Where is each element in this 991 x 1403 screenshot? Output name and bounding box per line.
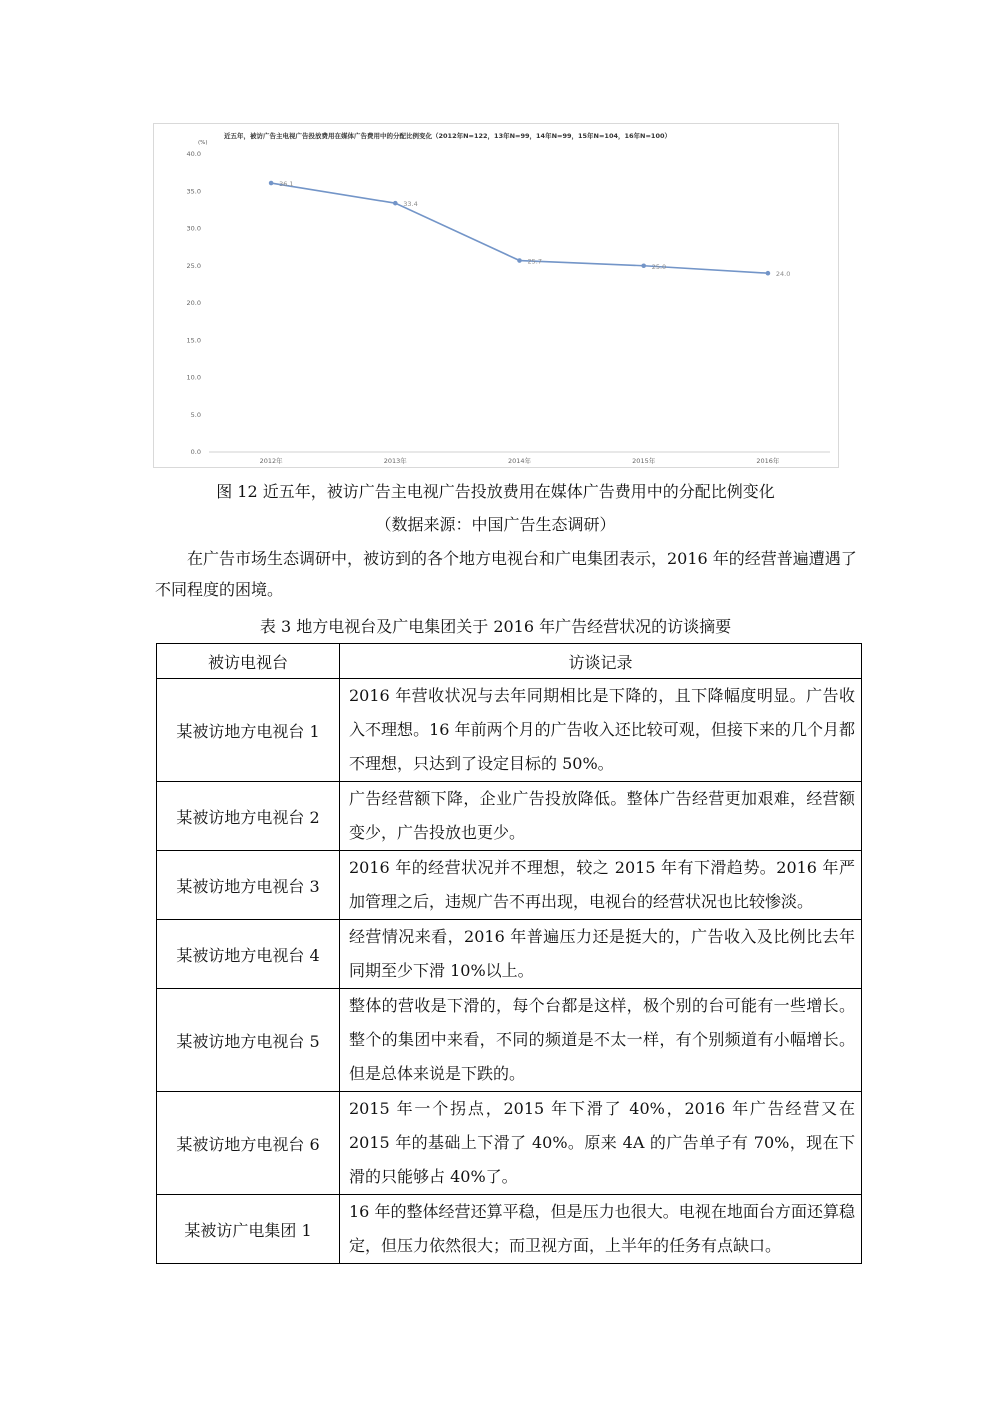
record-cell: 整体的营收是下滑的，每个台都是这样，极个别的台可能有一些增长。整个的集团中来看，不同的频道是不太一样，有个别频道有小幅增长。但是总体来说是下跌的。 bbox=[340, 989, 862, 1092]
table-row bbox=[157, 782, 862, 851]
x-tick-label: 2014年 bbox=[507, 457, 532, 465]
x-tick-label: 2013年 bbox=[383, 457, 407, 465]
paragraph-text: 在广告市场生态调研中，被访到的各个地方电视台和广电集团表示，2016 年的经营普遍遭遇了不同程度的困境。 bbox=[155, 549, 857, 599]
chart-title: 近五年，被访广告主电视广告投放费用在媒体广告费用中的分配比例变化（2012年N=122，13年N=99，14年N=99，15年N=104，16年N=100） bbox=[224, 132, 671, 140]
y-tick-label: 40.0 bbox=[186, 150, 201, 158]
x-tick-label: 2015年 bbox=[632, 457, 656, 465]
record-cell: 16 年的整体经营还算平稳，但是压力也很大。电视在地面台方面还算稳定，但压力依然很大；而卫视方面，上半年的任务有点缺口。 bbox=[340, 1195, 862, 1264]
header-record: 访谈记录 bbox=[340, 644, 862, 679]
data-label: 24.0 bbox=[775, 270, 791, 279]
table-row bbox=[157, 920, 862, 989]
y-tick-label: 10.0 bbox=[186, 373, 201, 382]
table-row bbox=[157, 989, 862, 1092]
table-header-row bbox=[157, 644, 862, 679]
y-tick-label: 35.0 bbox=[186, 187, 201, 196]
station-cell: 某被访地方电视台 5 bbox=[157, 989, 340, 1092]
record-cell: 2016 年营收状况与去年同期相比是下降的，且下降幅度明显。广告收入不理想。16 年前两个月的广告收入还比较可观，但接下来的几个月都不理想，只达到了设定目标的 50%。 bbox=[340, 679, 862, 782]
data-label: 33.4 bbox=[403, 200, 418, 209]
data-point bbox=[269, 181, 274, 186]
data-point bbox=[766, 271, 771, 276]
record-cell: 广告经营额下降，企业广告投放降低。整体广告经营更加艰难，经营额变少，广告投放也更少。 bbox=[340, 782, 862, 851]
y-tick-label: 0.0 bbox=[190, 448, 201, 456]
data-label: 36.1 bbox=[279, 180, 294, 189]
station-cell: 某被访地方电视台 4 bbox=[157, 920, 340, 989]
table-row bbox=[157, 1195, 862, 1264]
y-tick-label: 25.0 bbox=[186, 261, 201, 270]
chart-canvas bbox=[154, 124, 840, 469]
table-caption: 表 3 地方电视台及广电集团关于 2016 年广告经营状况的访谈摘要 bbox=[259, 617, 732, 636]
table-row bbox=[157, 679, 862, 782]
header-station: 被访电视台 bbox=[157, 644, 340, 679]
figure-caption: 图 12 近五年，被访广告主电视广告投放费用在媒体广告费用中的分配比例变化 bbox=[216, 482, 775, 501]
station-cell: 某被访地方电视台 2 bbox=[157, 782, 340, 851]
interview-table bbox=[156, 643, 862, 1264]
y-tick-label: 15.0 bbox=[186, 336, 201, 345]
data-point bbox=[641, 263, 646, 268]
station-cell: 某被访地方电视台 6 bbox=[157, 1092, 340, 1195]
station-cell: 某被访广电集团 1 bbox=[157, 1195, 340, 1264]
line-chart bbox=[153, 123, 839, 468]
x-tick-label: 2016年 bbox=[756, 457, 780, 465]
data-point bbox=[393, 201, 398, 206]
x-tick-label: 2012年 bbox=[259, 457, 283, 465]
table-row bbox=[157, 851, 862, 920]
station-cell: 某被访地方电视台 3 bbox=[157, 851, 340, 920]
table-row bbox=[157, 1092, 862, 1195]
y-tick-label: 30.0 bbox=[186, 224, 201, 233]
figure-source: （数据来源：中国广告生态调研） bbox=[375, 515, 616, 534]
data-point bbox=[517, 258, 522, 263]
data-label: 25.7 bbox=[527, 257, 542, 266]
record-cell: 经营情况来看，2016 年普遍压力还是挺大的，广告收入及比例比去年同期至少下滑 10%以上。 bbox=[340, 920, 862, 989]
record-cell: 2016 年的经营状况并不理想，较之 2015 年有下滑趋势。2016 年严加管理之后，违规广告不再出现，电视台的经营状况也比较惨淡。 bbox=[340, 851, 862, 920]
station-cell: 某被访地方电视台 1 bbox=[157, 679, 340, 782]
body-paragraph bbox=[155, 543, 861, 605]
y-axis-unit-label: (%) bbox=[198, 140, 208, 146]
y-tick-label: 5.0 bbox=[190, 410, 201, 419]
data-label: 25.0 bbox=[651, 262, 667, 271]
y-tick-label: 20.0 bbox=[186, 299, 201, 307]
record-cell: 2015 年一个拐点，2015 年下滑了 40%，2016 年广告经营又在 2015 年的基础上下滑了 40%。原来 4A 的广告单子有 70%，现在下滑的只能够占 40%了。 bbox=[340, 1092, 862, 1195]
